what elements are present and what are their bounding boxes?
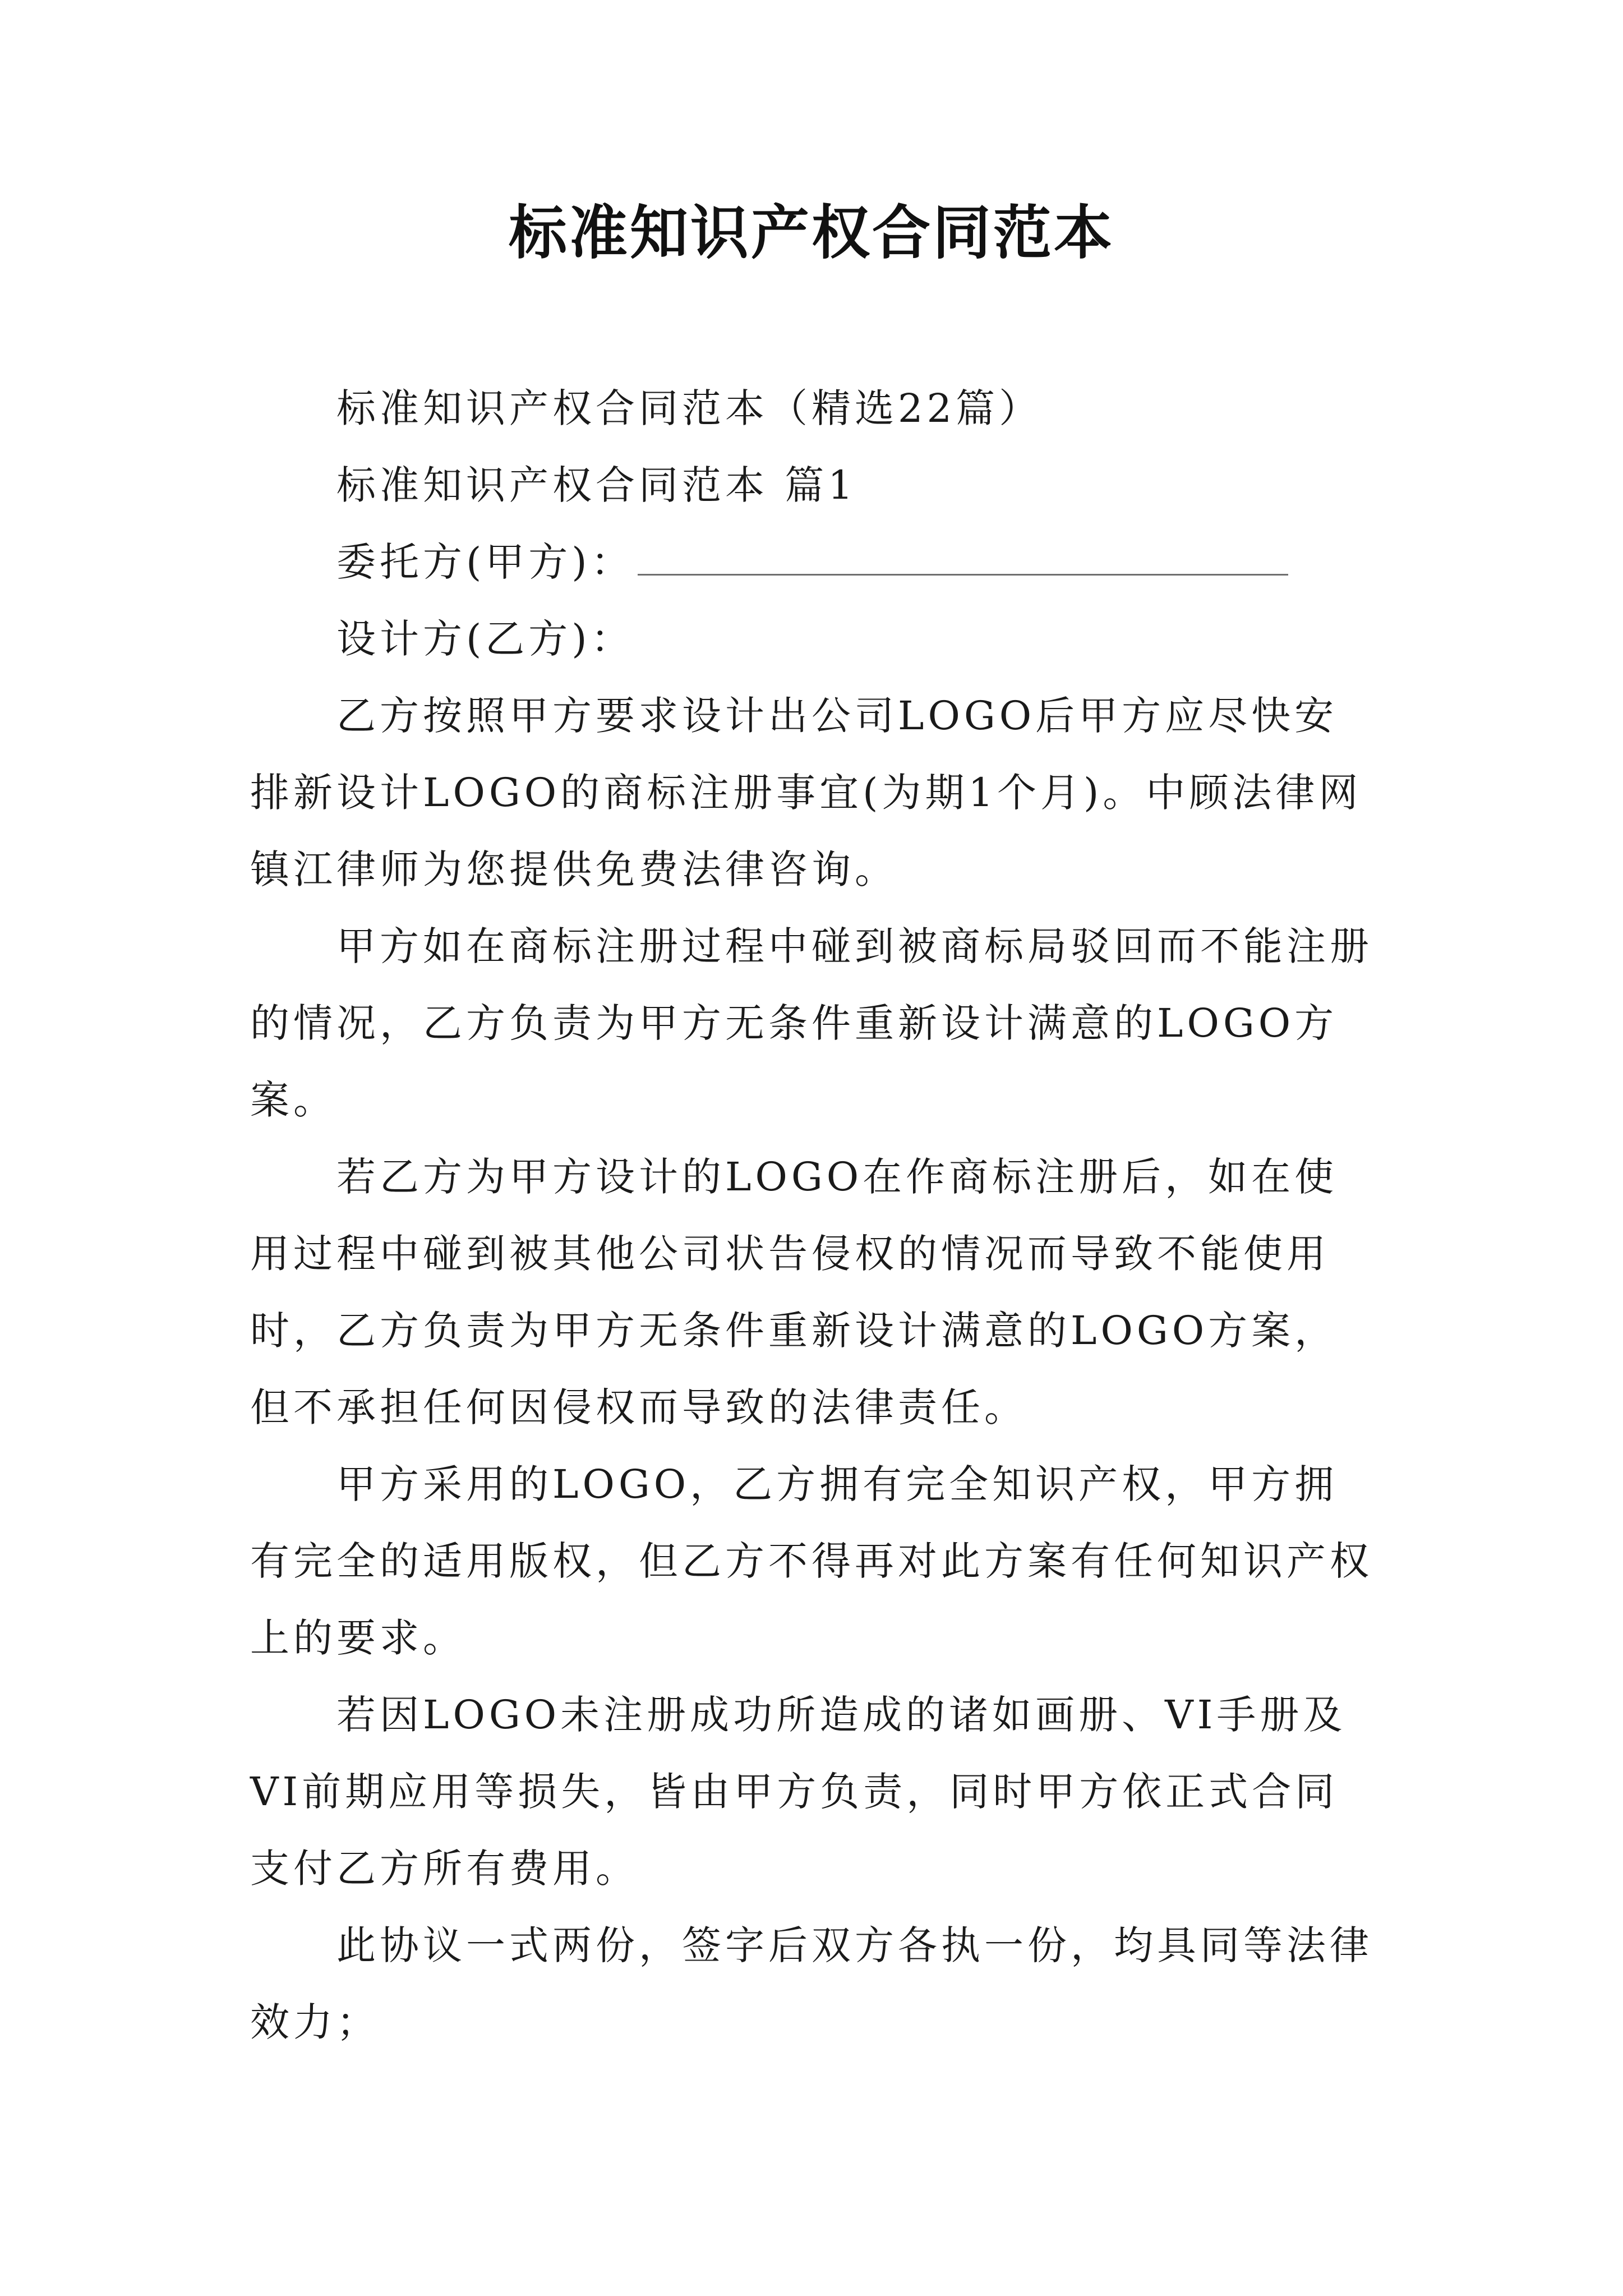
document-subtitle: 标准知识产权合同范本（精选22篇） (336, 385, 1043, 431)
paragraph-1: 乙方按照甲方要求设计出公司LOGO后甲方应尽快安排新设计LOGO的商标注册事宜(为期1个月)。中顾法律网镇江律师为您提供免费法律咨询。 (250, 693, 1362, 892)
document-body (250, 370, 1377, 2061)
document-title: 标准知识产权合同范本 (508, 198, 1114, 267)
paragraph-4: 甲方采用的LOGO，乙方拥有完全知识产权，甲方拥有完全的适用版权，但乙方不得再对此方案有任何知识产权上的要求。 (250, 1461, 1373, 1661)
section-heading: 标准知识产权合同范本 篇1 (336, 462, 857, 508)
paragraph-6: 此协议一式两份，签字后双方各执一份，均具同等法律效力； (250, 1922, 1373, 2045)
paragraph-3: 若乙方为甲方设计的LOGO在作商标注册后，如在使用过程中碰到被其他公司状告侵权的情况而导致不能使用时，乙方负责为甲方无条件重新设计满意的LOGO方案，但不承担任何因侵权而导致的法律责任。 (250, 1154, 1338, 1430)
paragraph-5: 若因LOGO未注册成功所造成的诸如画册、VI手册及VI前期应用等损失，皆由甲方负责，同时甲方依正式合同支付乙方所有费用。 (250, 1692, 1347, 1892)
paragraph-2: 甲方如在商标注册过程中碰到被商标局驳回而不能注册的情况，乙方负责为甲方无条件重新设计满意的LOGO方案。 (250, 923, 1373, 1123)
party-a-line (250, 524, 1377, 601)
party-a-blank-line (638, 535, 1288, 576)
party-b-label: 设计方(乙方)： (336, 616, 634, 662)
party-a-label: 委托方(甲方)： (336, 539, 634, 585)
party-b-line (250, 601, 1377, 678)
